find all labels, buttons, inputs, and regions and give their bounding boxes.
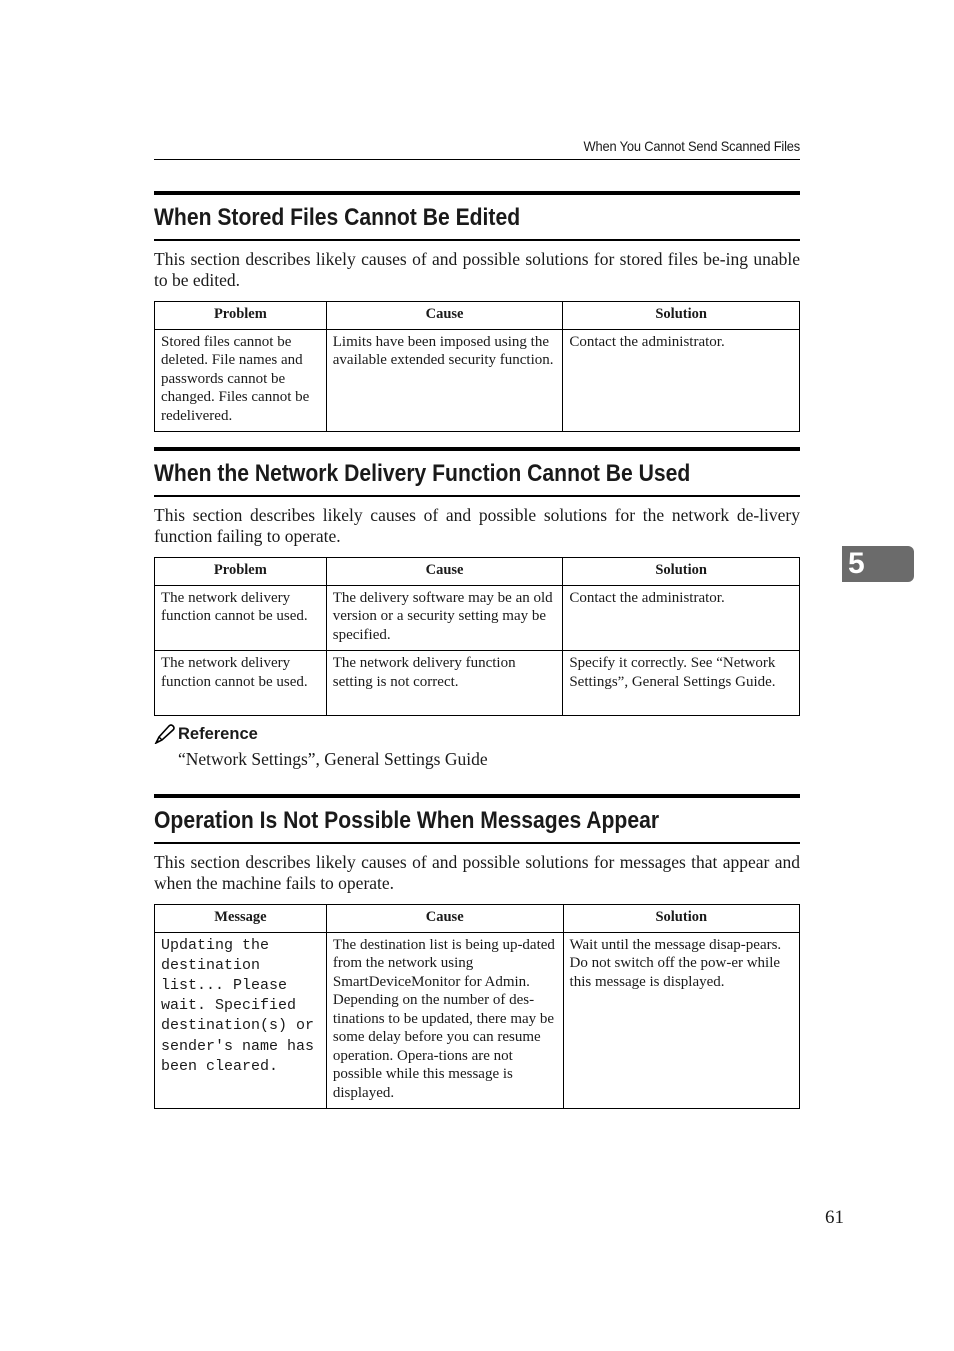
column-header-cause: Cause (326, 905, 563, 933)
solution-cell: Contact the administrator. (563, 329, 800, 432)
section-messages (154, 794, 800, 1109)
solution-cell: Specify it correctly. See “Network Settings”, General Settings Guide. (563, 651, 800, 716)
table-row (155, 329, 800, 432)
running-header: When You Cannot Send Scanned Files (583, 138, 800, 154)
cause-cell: The delivery software may be an old version or a security setting may be specified. (326, 585, 563, 651)
section-bottom-rule (154, 495, 800, 497)
section-bottom-rule (154, 842, 800, 844)
network-delivery-table (154, 557, 800, 716)
section-bottom-rule (154, 239, 800, 241)
section-stored-files (154, 191, 800, 432)
section-network-delivery (154, 447, 800, 716)
table-row (155, 651, 800, 716)
column-header-cause: Cause (326, 558, 563, 586)
chapter-number: 5 (848, 547, 865, 580)
column-header-solution: Solution (563, 905, 799, 933)
section-intro: This section describes likely causes of and possible solutions for messages that appear and when the machine fails to operate. (154, 852, 800, 893)
column-header-cause: Cause (326, 302, 563, 330)
section-intro: This section describes likely causes of and possible solutions for the network de-livery function failing to operate. (154, 505, 800, 546)
problem-cell: The network delivery function cannot be used. (155, 651, 327, 716)
chapter-tab (842, 546, 914, 582)
column-header-solution: Solution (563, 558, 800, 586)
message-cell: Updating the destination list... Please wait. Specified destination(s) or sender's name has been cleared. (155, 932, 327, 1109)
stored-files-table (154, 301, 800, 432)
column-header-solution: Solution (563, 302, 800, 330)
cause-cell: The network delivery function setting is not correct. (326, 651, 563, 716)
table-header-row (155, 905, 800, 933)
reference-label: Reference (178, 724, 258, 743)
table-row (155, 585, 800, 651)
column-header-problem: Problem (155, 558, 327, 586)
table-header-row (155, 302, 800, 330)
problem-cell: Stored files cannot be deleted. File names and passwords cannot be changed. Files cannot be redelivered. (155, 329, 327, 432)
reference-block (154, 724, 800, 770)
cause-cell: Limits have been imposed using the available extended security function. (326, 329, 563, 432)
header-rule (154, 159, 800, 160)
column-header-message: Message (155, 905, 327, 933)
reference-heading (154, 724, 800, 744)
table-header-row (155, 558, 800, 586)
section-top-rule (154, 447, 800, 451)
section-intro: This section describes likely causes of and possible solutions for stored files be-ing unable to be edited. (154, 249, 800, 290)
section-title: When Stored Files Cannot Be Edited (154, 204, 521, 231)
problem-cell: The network delivery function cannot be used. (155, 585, 327, 651)
column-header-problem: Problem (155, 302, 327, 330)
section-title: When the Network Delivery Function Cannot Be Used (154, 460, 691, 487)
solution-cell: Wait until the message disap-pears. Do not switch off the pow-er while this message is displayed. (563, 932, 799, 1109)
section-title: Operation Is Not Possible When Messages Appear (154, 807, 660, 834)
section-top-rule (154, 794, 800, 798)
cause-cell: The destination list is being up-dated from the network using SmartDeviceMonitor for Admin. Depending on the number of des-tinations to be updated, there may be some delay before you can resume operation. Opera-tions are not possible while this message is displayed. (326, 932, 563, 1109)
page-number: 61 (825, 1207, 844, 1228)
solution-cell: Contact the administrator. (563, 585, 800, 651)
messages-table (154, 904, 800, 1109)
section-top-rule (154, 191, 800, 195)
reference-pen-icon (154, 724, 176, 744)
table-row (155, 932, 800, 1109)
reference-link-text: “Network Settings”, General Settings Guide (178, 749, 488, 769)
